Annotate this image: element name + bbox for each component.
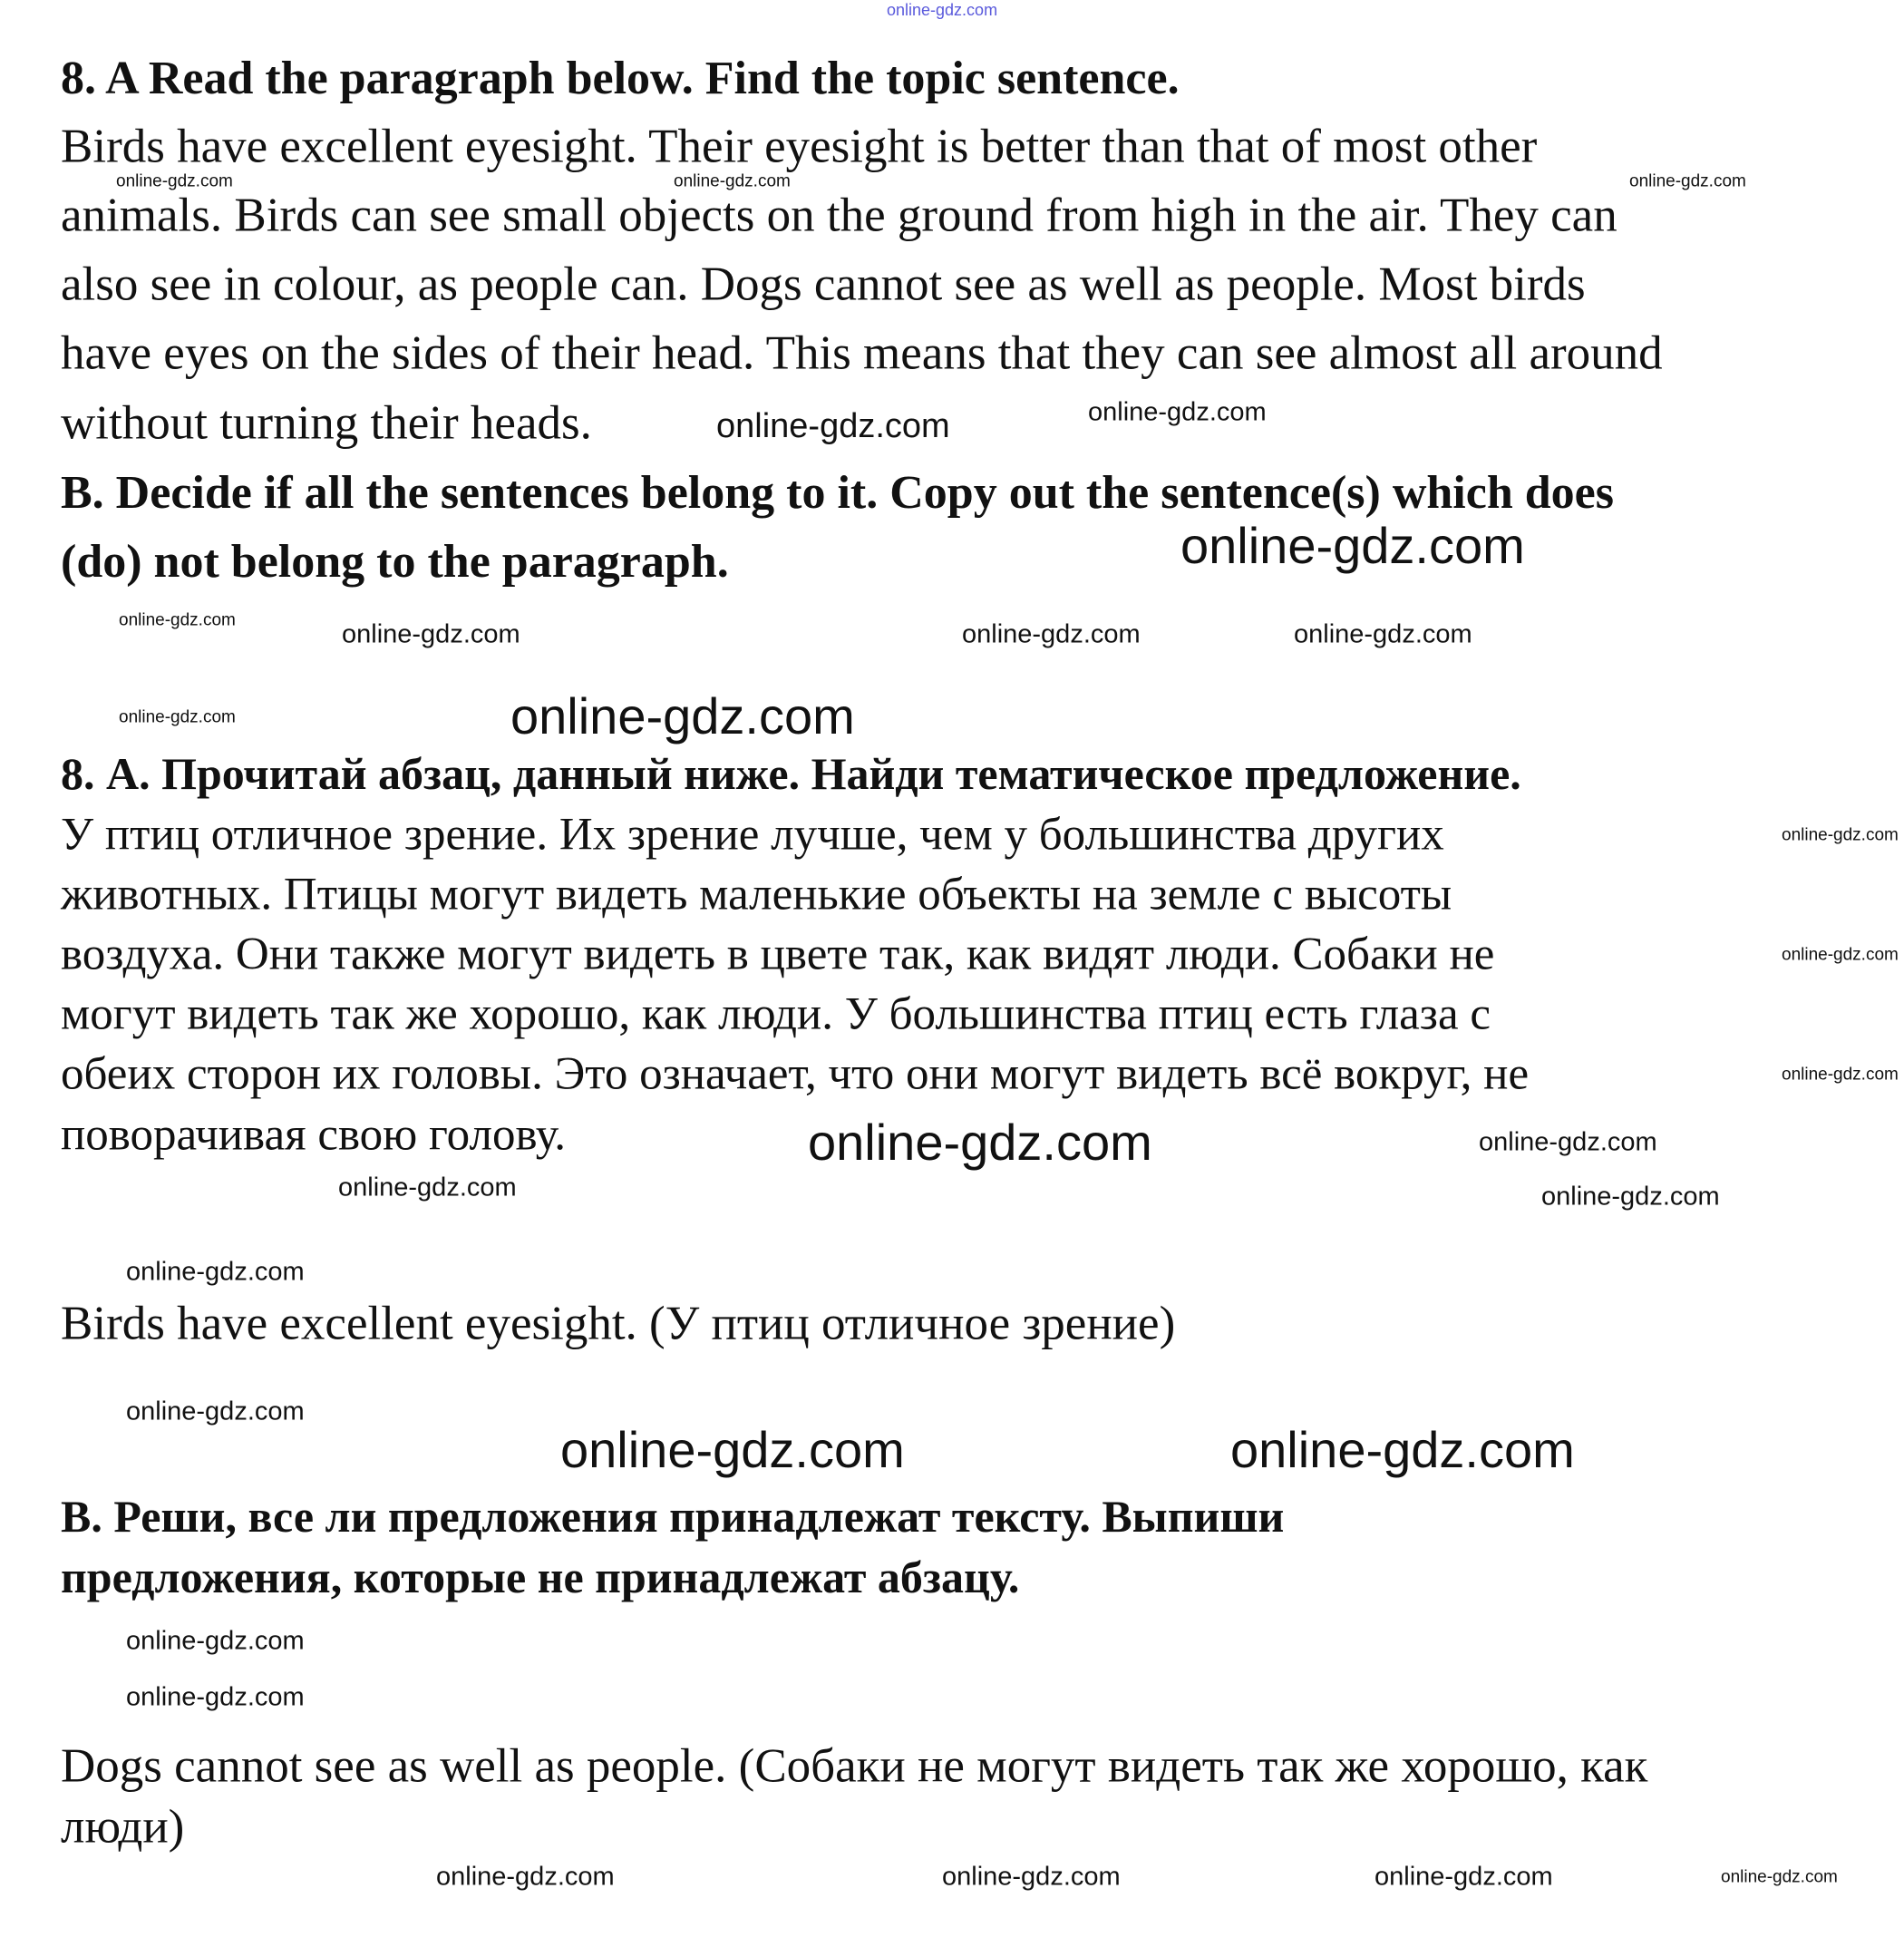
watermark-text: online-gdz.com	[1629, 171, 1746, 191]
paragraph-line: also see in colour, as people can. Dogs cannot see as well as people. Most birds	[61, 258, 1586, 311]
watermark-text: online-gdz.com	[116, 171, 233, 191]
watermark-text: online-gdz.com	[119, 707, 236, 727]
watermark-text: online-gdz.com	[1088, 397, 1267, 427]
ru-paragraph-line: обеих сторон их головы. Это означает, что они могут видеть всё вокруг, не	[61, 1048, 1530, 1100]
watermark-text: online-gdz.com	[560, 1421, 905, 1478]
task-b-heading: (do) not belong to the paragraph.	[61, 536, 729, 588]
watermark-text: online-gdz.com	[338, 1173, 517, 1202]
watermark-text: online-gdz.com	[1782, 945, 1899, 965]
watermark-text: online-gdz.com	[119, 610, 236, 630]
ru-task-a-heading: 8. А. Прочитай абзац, данный ниже. Найди тематическое предложение.	[61, 748, 1521, 799]
watermark-text: online-gdz.com	[1782, 825, 1899, 845]
watermark-text: online-gdz.com	[342, 619, 520, 649]
ru-paragraph-line: животных. Птицы могут видеть маленькие объекты на земле с высоты	[61, 869, 1452, 920]
watermark-text: online-gdz.com	[126, 1397, 305, 1426]
watermark-text: online-gdz.com	[1230, 1421, 1575, 1478]
watermark-text: online-gdz.com	[126, 1626, 305, 1656]
watermark-text: online-gdz.com	[942, 1862, 1121, 1892]
watermark-text: online-gdz.com	[510, 687, 855, 745]
watermark-text: online-gdz.com	[887, 1, 998, 19]
answer-a: Birds have excellent eyesight. (У птиц отличное зрение)	[61, 1297, 1176, 1350]
watermark-text: online-gdz.com	[1375, 1862, 1553, 1892]
watermark-text: online-gdz.com	[674, 171, 791, 191]
watermark-text: online-gdz.com	[1541, 1182, 1720, 1212]
task-b-heading: B. Decide if all the sentences belong to it. Copy out the sentence(s) which does	[61, 467, 1614, 519]
ru-task-b-heading: В. Реши, все ли предложения принадлежат тексту. Выпиши	[61, 1491, 1285, 1542]
watermark-text: online-gdz.com	[126, 1682, 305, 1712]
watermark-text: online-gdz.com	[808, 1114, 1152, 1171]
ru-paragraph-line: У птиц отличное зрение. Их зрение лучше, чем у большинства других	[61, 809, 1444, 861]
answer-b: Dogs cannot see as well as people. (Собаки не могут видеть так же хорошо, как	[61, 1739, 1648, 1793]
watermark-text: online-gdz.com	[1782, 1065, 1899, 1085]
watermark-text: online-gdz.com	[126, 1257, 305, 1287]
answer-b: люди)	[61, 1800, 185, 1854]
paragraph-line: animals. Birds can see small objects on the ground from high in the air. They can	[61, 189, 1617, 242]
watermark-text: online-gdz.com	[1479, 1127, 1657, 1157]
watermark-text: online-gdz.com	[1294, 619, 1472, 649]
paragraph-line: without turning their heads.	[61, 396, 592, 450]
paragraph-line: Birds have excellent eyesight. Their eyesight is better than that of most other	[61, 120, 1538, 173]
ru-paragraph-line: воздуха. Они также могут видеть в цвете так, как видят люди. Собаки не	[61, 929, 1495, 980]
watermark-text: online-gdz.com	[1180, 517, 1525, 574]
watermark-text: online-gdz.com	[962, 619, 1141, 649]
ru-paragraph-line: могут видеть так же хорошо, как люди. У большинства птиц есть глаза с	[61, 988, 1491, 1040]
watermark-text: online-gdz.com	[716, 407, 950, 445]
paragraph-line: have eyes on the sides of their head. This means that they can see almost all around	[61, 326, 1663, 380]
watermark-text: online-gdz.com	[1721, 1867, 1838, 1887]
ru-task-b-heading: предложения, которые не принадлежат абзацу.	[61, 1552, 1020, 1602]
task-a-heading: 8. A Read the paragraph below. Find the topic sentence.	[61, 53, 1180, 104]
ru-paragraph-line: поворачивая свою голову.	[61, 1109, 566, 1161]
watermark-text: online-gdz.com	[436, 1862, 615, 1892]
